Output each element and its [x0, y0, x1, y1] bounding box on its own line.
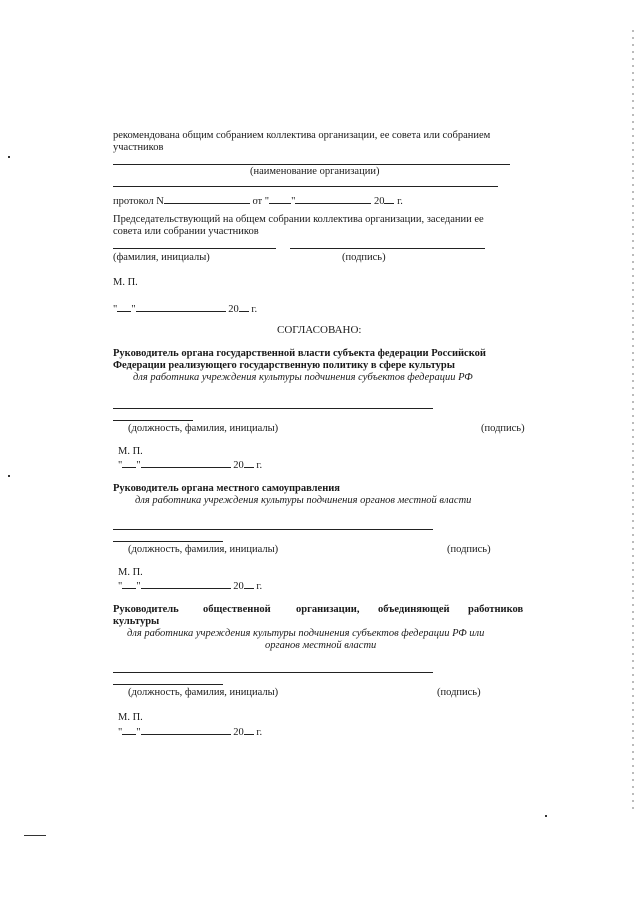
scan-dot [8, 475, 10, 477]
date-row-2: " " 20 г. [118, 460, 263, 471]
block1-line-1: Руководитель органа государственной власти субъекта федерации Российской [113, 348, 486, 359]
block1-position-line [113, 408, 433, 409]
quote-close: " [291, 196, 296, 207]
month-field[interactable] [141, 579, 231, 589]
block3-line-2: культуры [113, 616, 160, 627]
scan-dot [545, 815, 547, 817]
scan-dot [8, 156, 10, 158]
block3-position-line [113, 672, 433, 673]
year-field[interactable] [239, 302, 249, 312]
year-field[interactable] [384, 194, 394, 204]
day-field[interactable] [269, 194, 291, 204]
year-field[interactable] [244, 725, 254, 735]
block3-position-line-2 [113, 684, 223, 685]
block3-word-1: Руководитель [113, 604, 179, 615]
block1-position-line-2 [113, 420, 193, 421]
chair-line-2: совета или собрании участников [113, 226, 259, 237]
chair-sign-line [290, 248, 485, 249]
block3-caption-right: (подпись) [437, 687, 481, 698]
stamp-place-1: М. П. [113, 277, 138, 288]
month-field[interactable] [136, 302, 226, 312]
intro-line-1: рекомендована общим собранием коллектива организации, ее совета или собранием [113, 130, 491, 141]
month-field[interactable] [295, 194, 371, 204]
block2-line-1: Руководитель органа местного самоуправления [113, 483, 340, 494]
block3-word-3: организации, [296, 604, 360, 615]
block2-position-line [113, 529, 433, 530]
day-field[interactable] [122, 725, 136, 735]
day-field[interactable] [117, 302, 131, 312]
org-name-caption: (наименование организации) [250, 166, 380, 177]
month-field[interactable] [141, 725, 231, 735]
block3-note-2: органов местной власти [265, 640, 377, 651]
block3-word-5: работников [468, 604, 524, 615]
date-row-3: " " 20 г. [118, 581, 263, 592]
block3-note-1: для работника учреждения культуры подчинения субъектов федерации РФ или [127, 628, 485, 639]
block3-caption-left: (должность, фамилия, инициалы) [128, 687, 279, 698]
chair-line-1: Председательствующий на общем собрании коллектива организации, заседании ее [113, 214, 484, 225]
block3-word-2: общественной [203, 604, 271, 615]
ot-label: от " [252, 196, 270, 207]
scan-edge-artifact [632, 30, 634, 810]
block1-caption-left: (должность, фамилия, инициалы) [128, 423, 279, 434]
month-field[interactable] [141, 458, 231, 468]
approved-heading: СОГЛАСОВАНО: [277, 324, 362, 336]
block2-position-line-2 [113, 541, 223, 542]
chair-name-line [113, 248, 276, 249]
block2-caption-right: (подпись) [447, 544, 491, 555]
block2-note: для работника учреждения культуры подчинения органов местной власти [135, 495, 472, 506]
chair-name-caption: (фамилия, инициалы) [113, 252, 210, 263]
block1-line-2: Федерации реализующего государственную политику в сфере культуры [113, 360, 455, 371]
day-field[interactable] [122, 579, 136, 589]
stamp-place-2: М. П. [118, 446, 143, 457]
year-prefix: 20 [373, 196, 385, 207]
date-row-1: " " 20 г. [113, 304, 258, 315]
chair-sign-caption: (подпись) [342, 252, 386, 263]
year-field[interactable] [244, 458, 254, 468]
block3-word-4: объединяющей [378, 604, 450, 615]
block2-caption-left: (должность, фамилия, инициалы) [128, 544, 279, 555]
protocol-row [113, 194, 403, 208]
block1-caption-right: (подпись) [481, 423, 525, 434]
org-name-line [113, 164, 510, 165]
block1-note: для работника учреждения культуры подчинения субъектов федерации РФ [133, 372, 473, 383]
stamp-place-3: М. П. [118, 567, 143, 578]
day-field[interactable] [122, 458, 136, 468]
intro-line-2: участников [113, 142, 164, 153]
scan-dot [24, 835, 46, 836]
protocol-number-field[interactable] [164, 194, 250, 204]
protocol-label: протокол N [113, 196, 164, 207]
year-suffix: г. [397, 196, 403, 207]
date-row-4: " " 20 г. [118, 727, 263, 738]
year-field[interactable] [244, 579, 254, 589]
org-name-line-2 [113, 186, 498, 187]
stamp-place-4: М. П. [118, 712, 143, 723]
